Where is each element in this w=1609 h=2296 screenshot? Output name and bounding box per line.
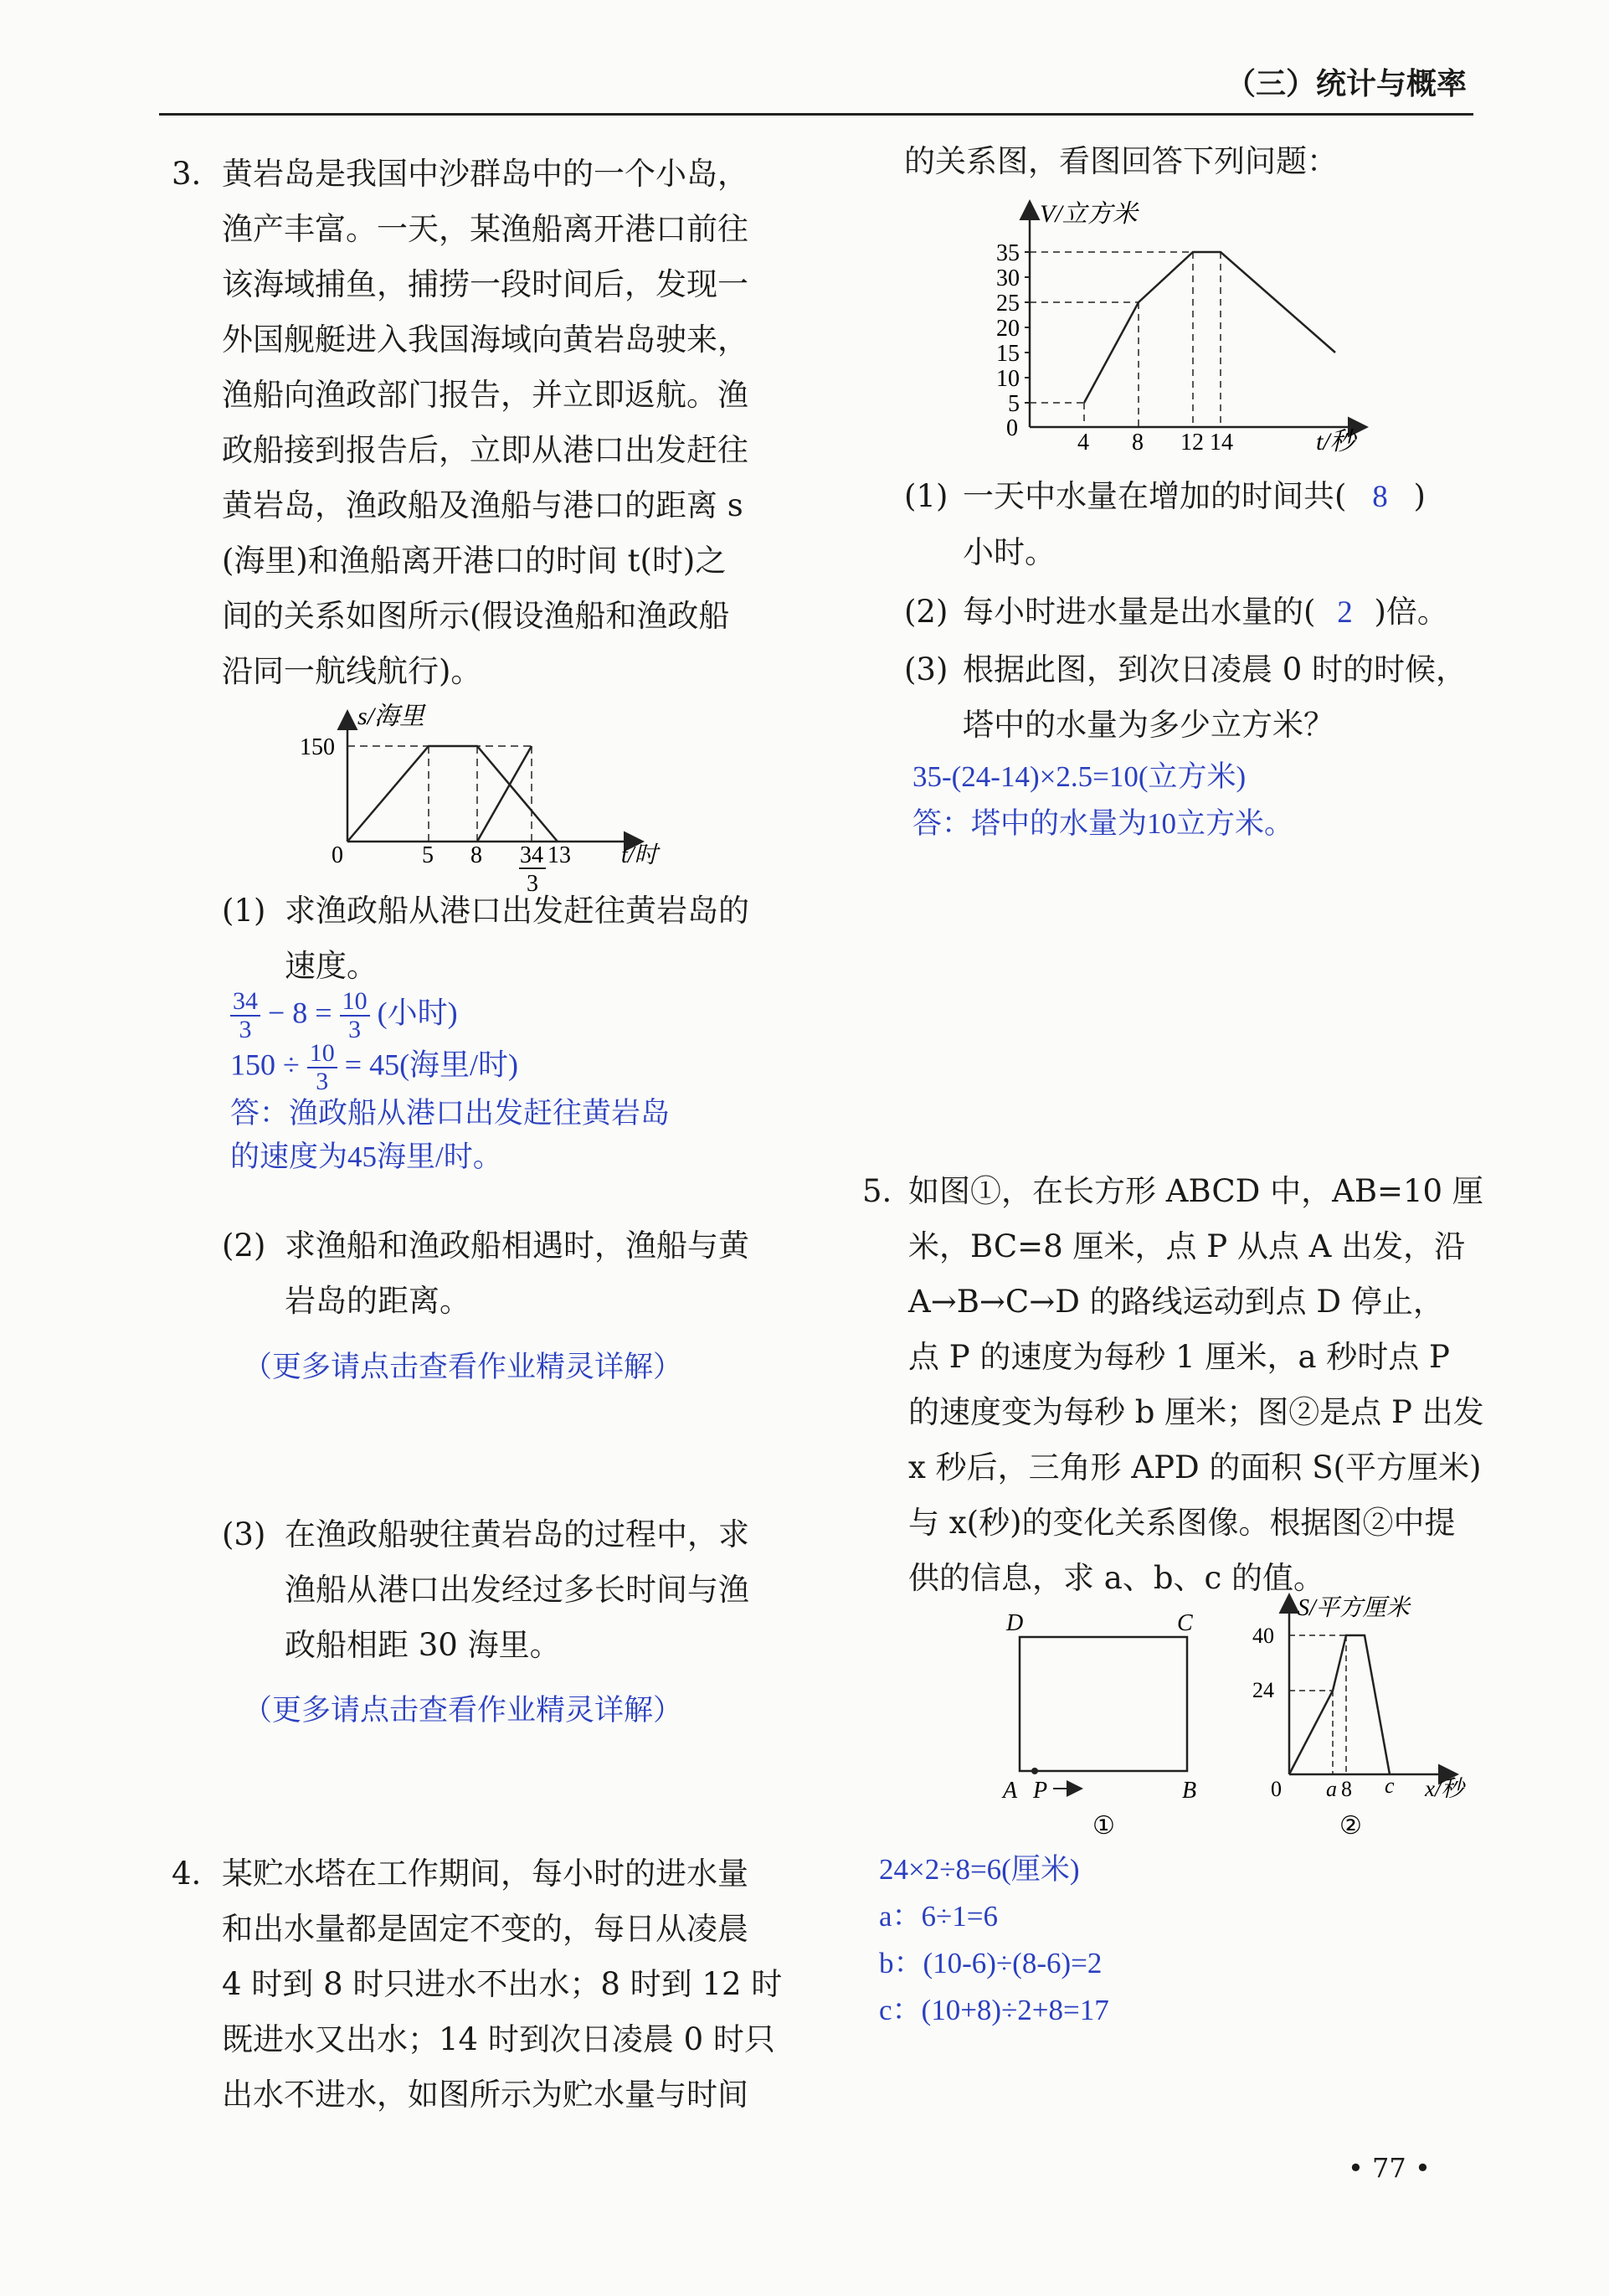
answer-text: 的速度为45海里/时。 bbox=[230, 1140, 502, 1173]
q4-sub2-label: (2) bbox=[904, 594, 948, 630]
point-p bbox=[1031, 1768, 1038, 1774]
q4-volume-graph bbox=[971, 188, 1406, 465]
q3-x-tick: 5 bbox=[422, 842, 434, 868]
q4-sub1-line2: 小时。 bbox=[963, 534, 1056, 570]
fraction-num: 10 bbox=[340, 988, 370, 1017]
q4-sub1-pre: 一天中水量在增加的时间共( bbox=[963, 478, 1347, 514]
q5-line: 点 P 的速度为每秒 1 厘米，a 秒时点 P bbox=[908, 1339, 1450, 1375]
q4-sub3-label: (3) bbox=[904, 651, 948, 687]
q3-sub3-line: 渔船从港口出发经过多长时间与渔 bbox=[285, 1572, 749, 1608]
answer-text: − 8 = bbox=[268, 996, 332, 1030]
q4-answer3 bbox=[912, 754, 1293, 847]
q4-y-tick: 5 bbox=[1008, 391, 1020, 417]
q4-sub2-post: )倍。 bbox=[1374, 594, 1448, 630]
q5-y-tick: 40 bbox=[1252, 1624, 1274, 1648]
q5-line: 米，BC=8 厘米，点 P 从点 A 出发，沿 bbox=[908, 1228, 1466, 1264]
q5-line: A→B→C→D 的路线运动到点 D 停止， bbox=[908, 1284, 1444, 1320]
q3-distance-graph bbox=[276, 695, 695, 896]
q5-line: 与 x(秒)的变化关系图像。根据图②中提 bbox=[908, 1505, 1456, 1541]
q4-sub3-line: 根据此图，到次日凌晨 0 时的时候， bbox=[963, 651, 1468, 687]
fraction-den: 3 bbox=[316, 1068, 329, 1095]
q4-sub1-post: ) bbox=[1413, 478, 1426, 514]
q4-x-tick: 14 bbox=[1210, 430, 1233, 456]
answer-text: 答：塔中的水量为10立方米。 bbox=[912, 807, 1294, 840]
q4-sub1-answer: 8 bbox=[1372, 480, 1388, 514]
q4-x-label: t/秒 bbox=[1316, 428, 1355, 456]
figure-caption: ① bbox=[1092, 1812, 1115, 1838]
answer-text: (小时) bbox=[377, 996, 458, 1030]
q5-x-label: x/秒 bbox=[1425, 1776, 1464, 1801]
q3-line: 黄岩岛，渔政船及渔船与港口的距离 s bbox=[222, 487, 743, 523]
q3-sub3-line: 政船相距 30 海里。 bbox=[285, 1627, 561, 1663]
q3-x-tick-frac-den: 3 bbox=[527, 871, 538, 896]
vertex-label-a: A bbox=[1003, 1778, 1018, 1804]
q3-y-tick: 150 bbox=[300, 734, 335, 760]
q3-x-tick: 8 bbox=[470, 842, 482, 868]
q5-x-tick: a bbox=[1326, 1777, 1337, 1801]
point-label-p: P bbox=[1033, 1778, 1048, 1804]
q4-y-tick: 20 bbox=[996, 316, 1020, 342]
q4-sub1-text bbox=[963, 469, 1426, 580]
answer-text: 35-(24-14)×2.5=10(立方米) bbox=[912, 760, 1247, 793]
figure-caption: ② bbox=[1339, 1812, 1362, 1838]
q3-more-link-3[interactable]: （更多请点击查看作业精灵详解） bbox=[243, 1694, 683, 1727]
q3-number: 3. bbox=[172, 156, 202, 192]
q4-x-tick: 4 bbox=[1077, 430, 1089, 456]
q4-y-label: V/立方米 bbox=[1040, 200, 1138, 228]
q3-x-label: t/时 bbox=[621, 842, 658, 868]
answer-text: 150 ÷ bbox=[230, 1048, 300, 1082]
q5-line: 的速度变为每秒 b 厘米；图②是点 P 出发 bbox=[908, 1394, 1484, 1430]
q5-rectangle-figure bbox=[996, 1604, 1222, 1838]
q4-line: 和出水量都是固定不变的，每日从凌晨 bbox=[222, 1911, 748, 1947]
q4-sub3-text bbox=[963, 642, 1467, 753]
q4-volume-line bbox=[1084, 252, 1335, 403]
answer-text: a：6÷1=6 bbox=[879, 1900, 998, 1933]
q5-answer bbox=[879, 1846, 1109, 2034]
q4-sub2-pre: 每小时进水量是出水量的( bbox=[963, 594, 1316, 630]
q3-line: (海里)和渔船离开港口的时间 t(时)之 bbox=[222, 543, 727, 579]
q4-stem-cont: 的关系图，看图回答下列问题： bbox=[904, 143, 1338, 179]
fraction-den: 3 bbox=[239, 1016, 252, 1043]
fraction-den: 3 bbox=[348, 1016, 362, 1043]
answer-text: = 45(海里/时) bbox=[344, 1048, 519, 1082]
q5-area-line bbox=[1289, 1635, 1390, 1774]
q4-sub2-text bbox=[963, 584, 1448, 641]
q3-sub1-line: 速度。 bbox=[285, 948, 378, 984]
q5-line: 如图①，在长方形 ABCD 中，AB=10 厘 bbox=[908, 1173, 1483, 1209]
q4-y-tick: 10 bbox=[996, 366, 1020, 392]
answer-text: b：(10-6)÷(8-6)=2 bbox=[879, 1947, 1103, 1979]
q4-line: 出水不进水，如图所示为贮水量与时间 bbox=[222, 2077, 748, 2113]
q3-answer1 bbox=[230, 988, 670, 1179]
q4-y-tick: 35 bbox=[996, 240, 1020, 266]
q5-number: 5. bbox=[862, 1173, 892, 1209]
answer-text: 24×2÷8=6(厘米) bbox=[879, 1853, 1080, 1886]
q3-fishing-boat-line bbox=[347, 746, 558, 842]
q4-origin: 0 bbox=[1006, 415, 1018, 441]
q4-line: 某贮水塔在工作期间，每小时的进水量 bbox=[222, 1856, 748, 1892]
q4-sub3-line: 塔中的水量为多少立方米？ bbox=[963, 707, 1334, 743]
q3-stem bbox=[222, 147, 808, 699]
q5-origin: 0 bbox=[1271, 1777, 1282, 1801]
q4-stem bbox=[222, 1846, 808, 2123]
q3-sub1-label: (1) bbox=[222, 893, 266, 929]
q3-sub2-text bbox=[285, 1218, 749, 1329]
q3-line: 黄岩岛是我国中沙群岛中的一个小岛， bbox=[222, 156, 748, 192]
q3-sub2-label: (2) bbox=[222, 1228, 266, 1264]
q4-sub2-answer: 2 bbox=[1337, 595, 1353, 630]
vertex-label-b: B bbox=[1182, 1778, 1197, 1804]
q3-sub1-line: 求渔政船从港口出发赶往黄岩岛的 bbox=[285, 893, 749, 929]
q4-line: 4 时到 8 时只进水不出水；8 时到 12 时 bbox=[222, 1966, 783, 2002]
fraction-num: 34 bbox=[230, 988, 260, 1017]
q4-number: 4. bbox=[172, 1856, 202, 1892]
q5-y-label: S/平方厘米 bbox=[1298, 1595, 1410, 1621]
q3-sub3-text bbox=[285, 1507, 749, 1673]
q3-patrol-boat-line bbox=[477, 746, 532, 842]
q5-stem bbox=[908, 1164, 1494, 1606]
q5-x-tick: 8 bbox=[1341, 1777, 1352, 1801]
rectangle-abcd bbox=[1020, 1637, 1187, 1771]
q5-area-graph bbox=[1239, 1587, 1473, 1838]
q3-origin: 0 bbox=[332, 842, 343, 868]
q4-y-ticks bbox=[996, 240, 1030, 417]
q3-more-link-2[interactable]: （更多请点击查看作业精灵详解） bbox=[243, 1351, 683, 1383]
q4-y-tick: 25 bbox=[996, 291, 1020, 317]
q4-y-tick: 15 bbox=[996, 341, 1020, 367]
q3-line: 政船接到报告后，立即从港口出发赶往 bbox=[222, 432, 748, 468]
q3-x-tick-frac-num: 34 bbox=[520, 842, 543, 868]
q3-sub3-label: (3) bbox=[222, 1516, 266, 1552]
q5-line: 供的信息，求 a、b、c 的值。 bbox=[908, 1560, 1324, 1596]
q4-y-tick: 30 bbox=[996, 265, 1020, 291]
header-rule bbox=[159, 113, 1473, 116]
q3-line: 渔船向渔政部门报告，并立即返航。渔 bbox=[222, 377, 748, 413]
vertex-label-d: D bbox=[1006, 1610, 1024, 1636]
q3-line: 外国舰艇进入我国海域向黄岩岛驶来， bbox=[222, 322, 748, 358]
q3-line: 沿同一航线航行)。 bbox=[222, 653, 482, 689]
q4-x-tick: 12 bbox=[1180, 430, 1204, 456]
q5-y-tick: 24 bbox=[1252, 1678, 1274, 1702]
q5-line: x 秒后，三角形 APD 的面积 S(平方厘米) bbox=[908, 1449, 1482, 1485]
q3-sub2-line: 求渔船和渔政船相遇时，渔船与黄 bbox=[285, 1228, 749, 1264]
q4-sub1-label: (1) bbox=[904, 478, 948, 514]
q3-line: 渔产丰富。一天，某渔船离开港口前往 bbox=[222, 211, 748, 247]
fraction-num: 10 bbox=[307, 1040, 337, 1068]
q3-line: 间的关系如图所示(假设渔船和渔政船 bbox=[222, 598, 730, 634]
q3-x-tick: 13 bbox=[547, 842, 571, 868]
vertex-label-c: C bbox=[1177, 1610, 1193, 1636]
answer-text: 答：渔政船从港口出发赶往黄岩岛 bbox=[230, 1097, 671, 1130]
q4-x-tick: 8 bbox=[1132, 430, 1144, 456]
q3-sub2-line: 岩岛的距离。 bbox=[285, 1283, 470, 1319]
section-header: （三）统计与概率 bbox=[1225, 67, 1467, 101]
q3-y-label: s/海里 bbox=[357, 703, 425, 730]
page-number: • 77 • bbox=[1348, 2152, 1431, 2184]
q3-sub3-line: 在渔政船驶往黄岩岛的过程中，求 bbox=[285, 1516, 749, 1552]
q3-line: 该海域捕鱼，捕捞一段时间后，发现一 bbox=[222, 266, 748, 302]
q4-line: 既进水又出水；14 时到次日凌晨 0 时只 bbox=[222, 2021, 775, 2057]
answer-text: c：(10+8)÷2+8=17 bbox=[879, 1994, 1109, 2026]
q5-x-tick: c bbox=[1385, 1773, 1395, 1798]
q3-sub1-text bbox=[285, 883, 749, 994]
